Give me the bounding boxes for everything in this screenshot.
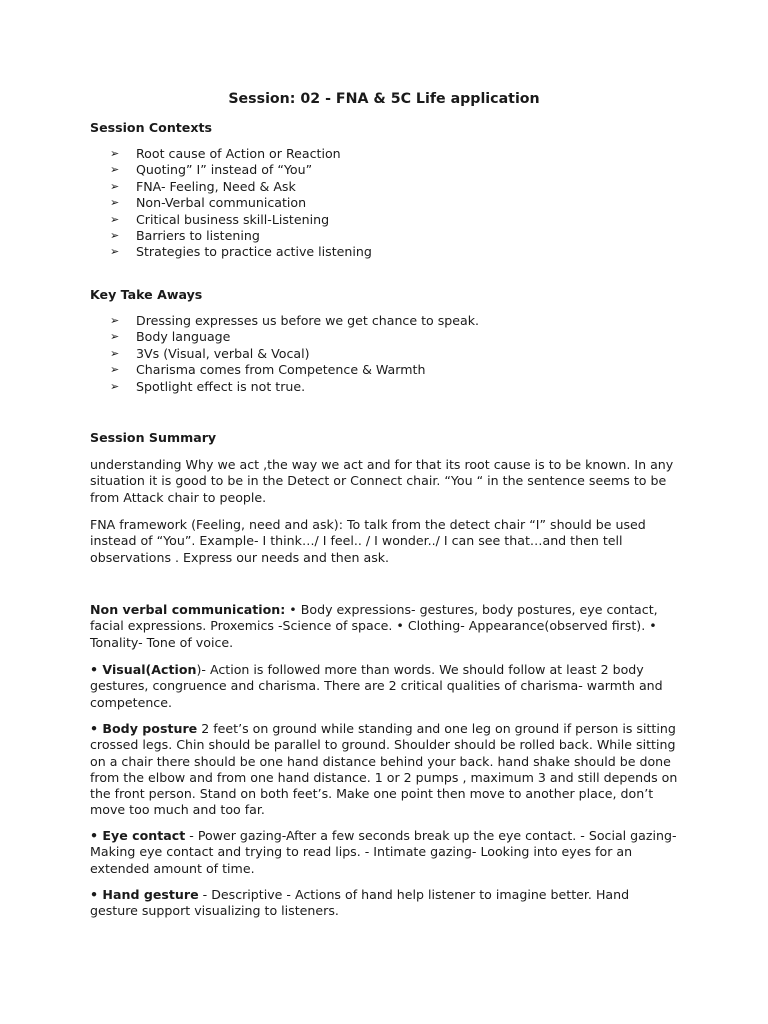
session-contexts-list <box>110 146 372 261</box>
arrow-bullet-icon: ➢ <box>110 196 120 210</box>
visual-paragraph: • Visual(Action)- Action is followed more than words. We should follow at least 2 body gestures, congruence and charisma. There are 2 critical qualities of charisma- warmth and competence. <box>90 662 663 710</box>
arrow-bullet-icon: ➢ <box>110 147 120 160</box>
arrow-bullet-icon: ➢ <box>110 346 120 360</box>
list-item: ➢ Strategies to practice active listening <box>110 244 372 260</box>
list-item: ➢ Root cause of Action or Reaction <box>110 146 341 161</box>
hand-gesture-paragraph: • Hand gesture - Descriptive - Actions of hand help listener to imagine better. Hand gesture support visualizing to listeners. <box>90 887 630 919</box>
body-posture-label: • Body posture <box>90 721 198 736</box>
key-takeaways-list <box>110 313 479 395</box>
arrow-bullet-icon: ➢ <box>110 229 120 243</box>
page-title: Session: 02 - FNA & 5C Life application <box>228 91 540 107</box>
list-item: ➢ Body language <box>110 329 231 345</box>
list-item: ➢ Critical business skill-Listening <box>110 211 330 227</box>
hand-gesture-label: • Hand gesture <box>90 887 199 902</box>
arrow-bullet-icon: ➢ <box>110 379 120 393</box>
session-contexts-heading: Session Contexts <box>90 120 212 135</box>
key-takeaways-heading: Key Take Aways <box>90 287 203 302</box>
session-summary-heading: Session Summary <box>90 430 217 445</box>
list-item: ➢ Charisma comes from Competence & Warmth <box>110 362 426 378</box>
summary-paragraph-fna: FNA framework (Feeling, need and ask): To talk from the detect chair “I” should be used instead of “You”. Example- I think…/ I feel.. / I wonder../ I can see that…and then tell observations . Express our needs and then ask. <box>90 517 646 565</box>
arrow-bullet-icon: ➢ <box>110 179 120 193</box>
arrow-bullet-icon: ➢ <box>110 245 120 259</box>
arrow-bullet-icon: ➢ <box>110 212 120 226</box>
list-item: ➢ Spotlight effect is not true. <box>110 378 306 394</box>
list-item: ➢ Dressing expresses us before we get chance to speak. <box>110 313 480 328</box>
arrow-bullet-icon: ➢ <box>110 330 120 344</box>
list-item: ➢ Non-Verbal communication <box>110 195 307 211</box>
body-posture-paragraph: • Body posture 2 feet’s on ground while standing and one leg on ground if person is sitting crossed legs. Chin should be parallel to ground. Shoulder should be rolled back. While sitting on a chair there should be one hand distance behind your back. hand shake should be done from the elbow and from one hand distance. 1 or 2 pumps , maximum 3 and still depends on the front person. Stand on both feet’s. Make one point then move to another place, don’t move too much and too far. <box>90 721 678 818</box>
visual-label: • Visual(Action <box>90 662 197 677</box>
arrow-bullet-icon: ➢ <box>110 363 120 377</box>
nonverbal-paragraph: Non verbal communication: • Body expressions- gestures, body postures, eye contact, facial expressions. Proxemics -Science of space. • Clothing- Appearance(observed first). • Tonality- Tone of voice. <box>90 602 658 650</box>
list-item: ➢ Barriers to listening <box>110 228 260 244</box>
arrow-bullet-icon: ➢ <box>110 314 120 327</box>
eye-contact-label: • Eye contact <box>90 828 186 843</box>
list-item: ➢ FNA- Feeling, Need & Ask <box>110 178 296 194</box>
nonverbal-label: Non verbal communication: <box>90 602 286 617</box>
arrow-bullet-icon: ➢ <box>110 163 120 177</box>
eye-contact-paragraph: • Eye contact - Power gazing-After a few seconds break up the eye contact. - Social gazing- Making eye contact and trying to read lips. - Intimate gazing- Looking into eyes for an extended amount of time. <box>90 828 677 876</box>
summary-paragraph-understanding: understanding Why we act ,the way we act and for that its root cause is to be known. In any situation it is good to be in the Detect or Connect chair. “You “ in the sentence seems to be from Attack chair to people. <box>90 457 674 505</box>
list-item: ➢ 3Vs (Visual, verbal & Vocal) <box>110 345 310 361</box>
list-item: ➢ Quoting” I” instead of “You” <box>110 162 313 178</box>
